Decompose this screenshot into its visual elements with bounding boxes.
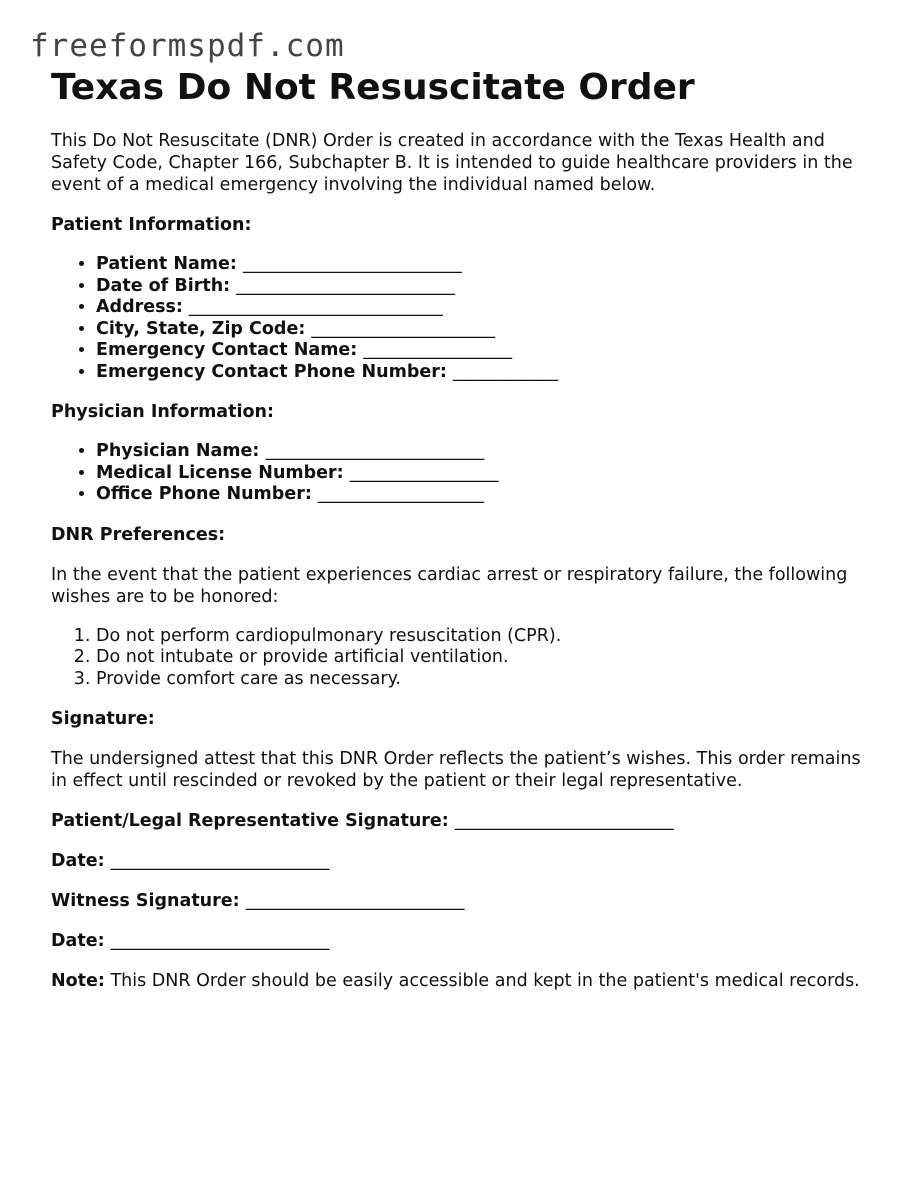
blank-line[interactable]: ____________ (452, 361, 558, 382)
physician-name-field[interactable] (96, 441, 871, 463)
blank-line[interactable]: _________________________ (110, 931, 330, 951)
patient-name-field[interactable] (96, 254, 871, 276)
city-state-zip-field[interactable] (96, 319, 871, 341)
intro-paragraph: This Do Not Resuscitate (DNR) Order is created in accordance with the Texas Health and Safety Code, Chapter 166, Subchapter B. It is intended to guide healthcare providers in the event of a medical emergency involving the individual named below. (51, 131, 853, 195)
list-item: 2. Do not intubate or provide artificial ventilation. (96, 647, 871, 669)
blank-line[interactable]: _________________________ (236, 275, 456, 296)
blank-line[interactable]: _________________________ (110, 851, 330, 871)
field-label: Physician Name: (96, 441, 260, 461)
patient-info-list (51, 254, 871, 383)
watermark: freeformspdf.com (30, 28, 345, 64)
blank-line[interactable]: _________________________ (454, 811, 674, 831)
field-label: Patient Name: (96, 254, 237, 274)
list-item: 3. Provide comfort care as necessary. (96, 669, 871, 691)
document-title: Texas Do Not Resuscitate Order (51, 67, 695, 108)
dnr-preferences-list (51, 626, 871, 691)
field-label: Office Phone Number: (96, 484, 312, 504)
list-item: 1. Do not perform cardiopulmonary resuscitation (CPR). (96, 626, 871, 648)
blank-line[interactable]: ___________________ (317, 484, 485, 504)
field-label: Emergency Contact Phone Number: (96, 361, 447, 382)
field-label: Medical License Number: (96, 462, 344, 483)
witness-date-line[interactable] (51, 930, 871, 952)
signature-text: The undersigned attest that this DNR Order reflects the patient’s wishes. This order remains in effect until rescinded or revoked by the patient or their legal representative. (51, 749, 861, 791)
emergency-contact-phone-field[interactable] (96, 362, 871, 384)
signature-heading: Signature: (51, 709, 155, 729)
dnr-preferences-text: In the event that the patient experiences cardiac arrest or respiratory failure, the following wishes are to be honored: (51, 564, 848, 607)
blank-line[interactable]: _________________ (363, 340, 513, 360)
patient-signature-line[interactable] (51, 810, 871, 832)
blank-line[interactable]: _____________________________ (189, 297, 443, 317)
note-text: This DNR Order should be easily accessible and kept in the patient's medical records. (110, 971, 860, 991)
field-label: Emergency Contact Name: (96, 340, 358, 360)
note-paragraph (51, 970, 871, 992)
witness-signature-line[interactable] (51, 890, 871, 912)
blank-line[interactable]: _________________ (349, 462, 499, 483)
emergency-contact-name-field[interactable] (96, 340, 871, 362)
field-label: City, State, Zip Code: (96, 318, 306, 339)
patient-date-line[interactable] (51, 850, 871, 872)
address-field[interactable] (96, 297, 871, 319)
field-label: Date of Birth: (96, 275, 231, 296)
blank-line[interactable]: _____________________ (311, 318, 496, 339)
blank-line[interactable]: _________________________ (245, 891, 465, 911)
note-label: Note: (51, 971, 105, 991)
field-label: Patient/Legal Representative Signature: (51, 811, 449, 831)
date-of-birth-field[interactable] (96, 276, 871, 298)
office-phone-number-field[interactable] (96, 484, 871, 506)
field-label: Date: (51, 851, 105, 871)
field-label: Witness Signature: (51, 891, 240, 911)
dnr-preferences-heading: DNR Preferences: (51, 524, 226, 545)
physician-info-heading: Physician Information: (51, 402, 274, 422)
physician-info-list (51, 441, 871, 506)
blank-line[interactable]: _________________________ (265, 441, 485, 461)
document (51, 64, 871, 992)
blank-line[interactable]: _________________________ (242, 254, 462, 274)
medical-license-number-field[interactable] (96, 463, 871, 485)
field-label: Date: (51, 931, 105, 951)
field-label: Address: (96, 297, 183, 317)
patient-info-heading: Patient Information: (51, 215, 252, 235)
